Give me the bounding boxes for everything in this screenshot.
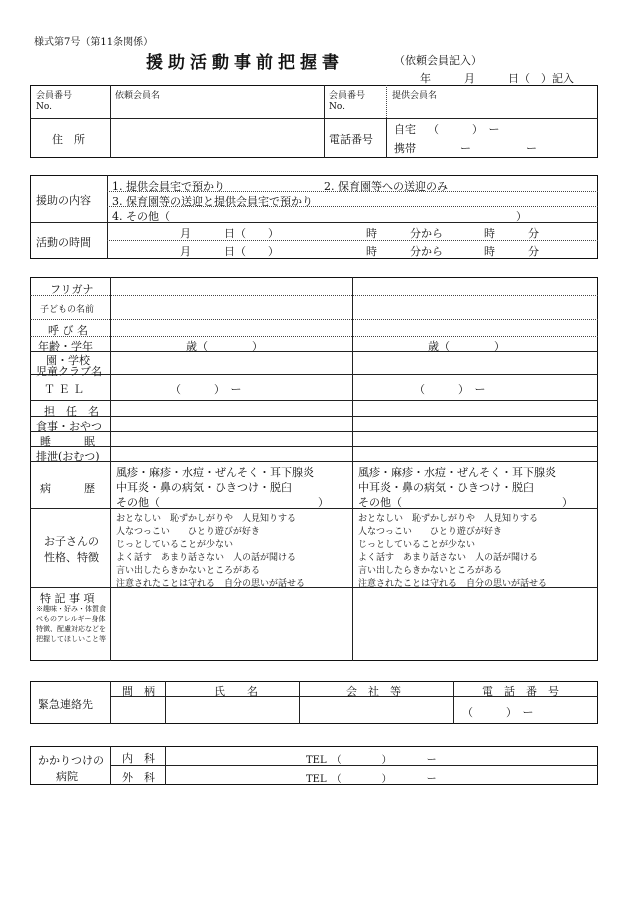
requester-name-label: 依頼会員名 (115, 91, 161, 101)
time-row-1-date: 月 日（ ） (180, 227, 279, 240)
history-label: 病 歴 (40, 482, 95, 495)
personality-line-3-right: じっとしていることが少ない (358, 540, 476, 550)
personality-line-4-left: よく話す あまり話さない 人の話が聞ける (116, 553, 297, 563)
nickname-label: 呼 び 名 (48, 324, 88, 337)
child-name-label: 子どもの名前 (40, 305, 95, 315)
assistance-item-1: 1. 提供会員宅で預かり (112, 180, 225, 193)
history-line-3-left: その他（ (116, 496, 160, 509)
surgery-tel-format: TEL （ ） ー (306, 774, 437, 785)
emergency-header-phone: 電 話 番 号 (482, 685, 559, 698)
internal-tel-format: TEL （ ） ー (306, 755, 437, 766)
tel-label: Ｔ Ｅ Ｌ (44, 383, 84, 396)
personality-line-6-left: 注意されたことは守れる 自分の思いが話せる (116, 579, 306, 589)
home-phone-format: （ ） ー (428, 123, 500, 136)
home-phone-label: 自宅 (394, 123, 416, 136)
personality-line-6-right: 注意されたことは守れる 自分の思いが話せる (358, 579, 548, 589)
assistance-content-label: 援助の内容 (36, 194, 91, 207)
provider-name-label: 提供会員名 (392, 91, 438, 101)
requester-no-label: 会員番号 (36, 91, 73, 101)
history-close-left: ） (318, 496, 329, 509)
personality-label-1: お子さんの (44, 535, 99, 548)
emergency-phone-format: （ ） ー (462, 706, 534, 719)
form-number: 様式第7号（第11条関係） (34, 37, 154, 48)
provider-no-label: 会員番号 (329, 91, 366, 101)
time-row-2-to: 時 分 (484, 245, 539, 258)
history-line-2-right: 中耳炎・鼻の病気・ひきつけ・脱臼 (358, 481, 534, 494)
sleep-label: 睡 眠 (40, 435, 95, 448)
activity-time-label: 活動の時間 (36, 236, 91, 249)
history-line-3-right: その他（ (358, 496, 402, 509)
teacher-label: 担 任 名 (44, 405, 99, 418)
time-row-2-from: 時 分から (366, 245, 443, 258)
phone-label: 電話番号 (329, 133, 373, 146)
history-line-2-left: 中耳炎・鼻の病気・ひきつけ・脱臼 (116, 481, 292, 494)
personality-line-4-right: よく話す あまり話さない 人の話が聞ける (358, 553, 539, 563)
notes-detail: ※趣味・好み・体質食べものアレルギー身体特徴、配慮対応などを把握してほしいこと等 (36, 605, 106, 643)
assistance-item-4-close: ） (516, 210, 527, 223)
assistance-item-3: 3. 保育園等の送迎と提供会員宅で預かり (112, 195, 313, 208)
emergency-header-name: 氏 名 (214, 685, 258, 698)
personality-line-2-right: 人なつっこい ひとり遊びが好き (358, 527, 502, 537)
mobile-phone-format: ー ー (460, 142, 537, 155)
toilet-label: 排泄(おむつ) (36, 450, 100, 463)
age-grade-label: 年齢・学年 (38, 340, 93, 353)
address-label: 住 所 (52, 133, 85, 146)
meal-label: 食事・おやつ (36, 420, 102, 433)
personality-label-2: 性格、特徴 (44, 551, 99, 564)
hospital-label-2: 病院 (56, 770, 78, 783)
personality-line-5-right: 言い出したらきかないところがある (358, 566, 503, 576)
time-row-1-from: 時 分から (366, 227, 443, 240)
time-row-1-to: 時 分 (484, 227, 539, 240)
personality-line-5-left: 言い出したらきかないところがある (116, 566, 261, 576)
school-label: 園・学校 (46, 354, 90, 367)
club-label: 児童クラブ名 (36, 365, 102, 378)
age-field-right: 歳（ ） (428, 340, 505, 353)
assistance-item-4: 4. その他（ (112, 210, 170, 223)
hospital-label-1: かかりつけの (38, 754, 104, 767)
date-line: 年 月 日（ ）記入 (420, 72, 574, 85)
furigana-label: フリガナ (50, 283, 94, 296)
emergency-label: 緊急連絡先 (38, 698, 93, 711)
requester-no-sub: No. (36, 102, 52, 112)
emergency-header-company: 会 社 等 (346, 685, 401, 698)
provider-no-sub: No. (329, 102, 345, 112)
history-close-right: ） (562, 496, 573, 509)
personality-line-2-left: 人なつっこい ひとり遊びが好き (116, 527, 260, 537)
history-line-1-right: 風疹・麻疹・水痘・ぜんそく・耳下腺炎 (358, 466, 556, 479)
emergency-header-relation: 間 柄 (122, 685, 155, 698)
surgery-label: 外 科 (122, 771, 155, 784)
mobile-phone-label: 携帯 (394, 142, 416, 155)
title-note: （依頼会員記入） (394, 54, 482, 67)
personality-line-1-left: おとなしい 恥ずかしがりや 人見知りする (116, 514, 297, 524)
time-row-2-date: 月 日（ ） (180, 245, 279, 258)
assistance-item-2: 2. 保育園等への送迎のみ (324, 180, 448, 193)
internal-medicine-label: 内 科 (122, 752, 155, 765)
personality-line-1-right: おとなしい 恥ずかしがりや 人見知りする (358, 514, 539, 524)
age-field-left: 歳（ ） (186, 340, 263, 353)
tel-field-left: （ ） ー (170, 383, 242, 396)
personality-line-3-left: じっとしていることが少ない (116, 540, 234, 550)
notes-label: 特 記 事 項 (40, 592, 95, 605)
tel-field-right: （ ） ー (414, 383, 486, 396)
page-title: 援助活動事前把握書 (146, 53, 344, 73)
history-line-1-left: 風疹・麻疹・水痘・ぜんそく・耳下腺炎 (116, 466, 314, 479)
